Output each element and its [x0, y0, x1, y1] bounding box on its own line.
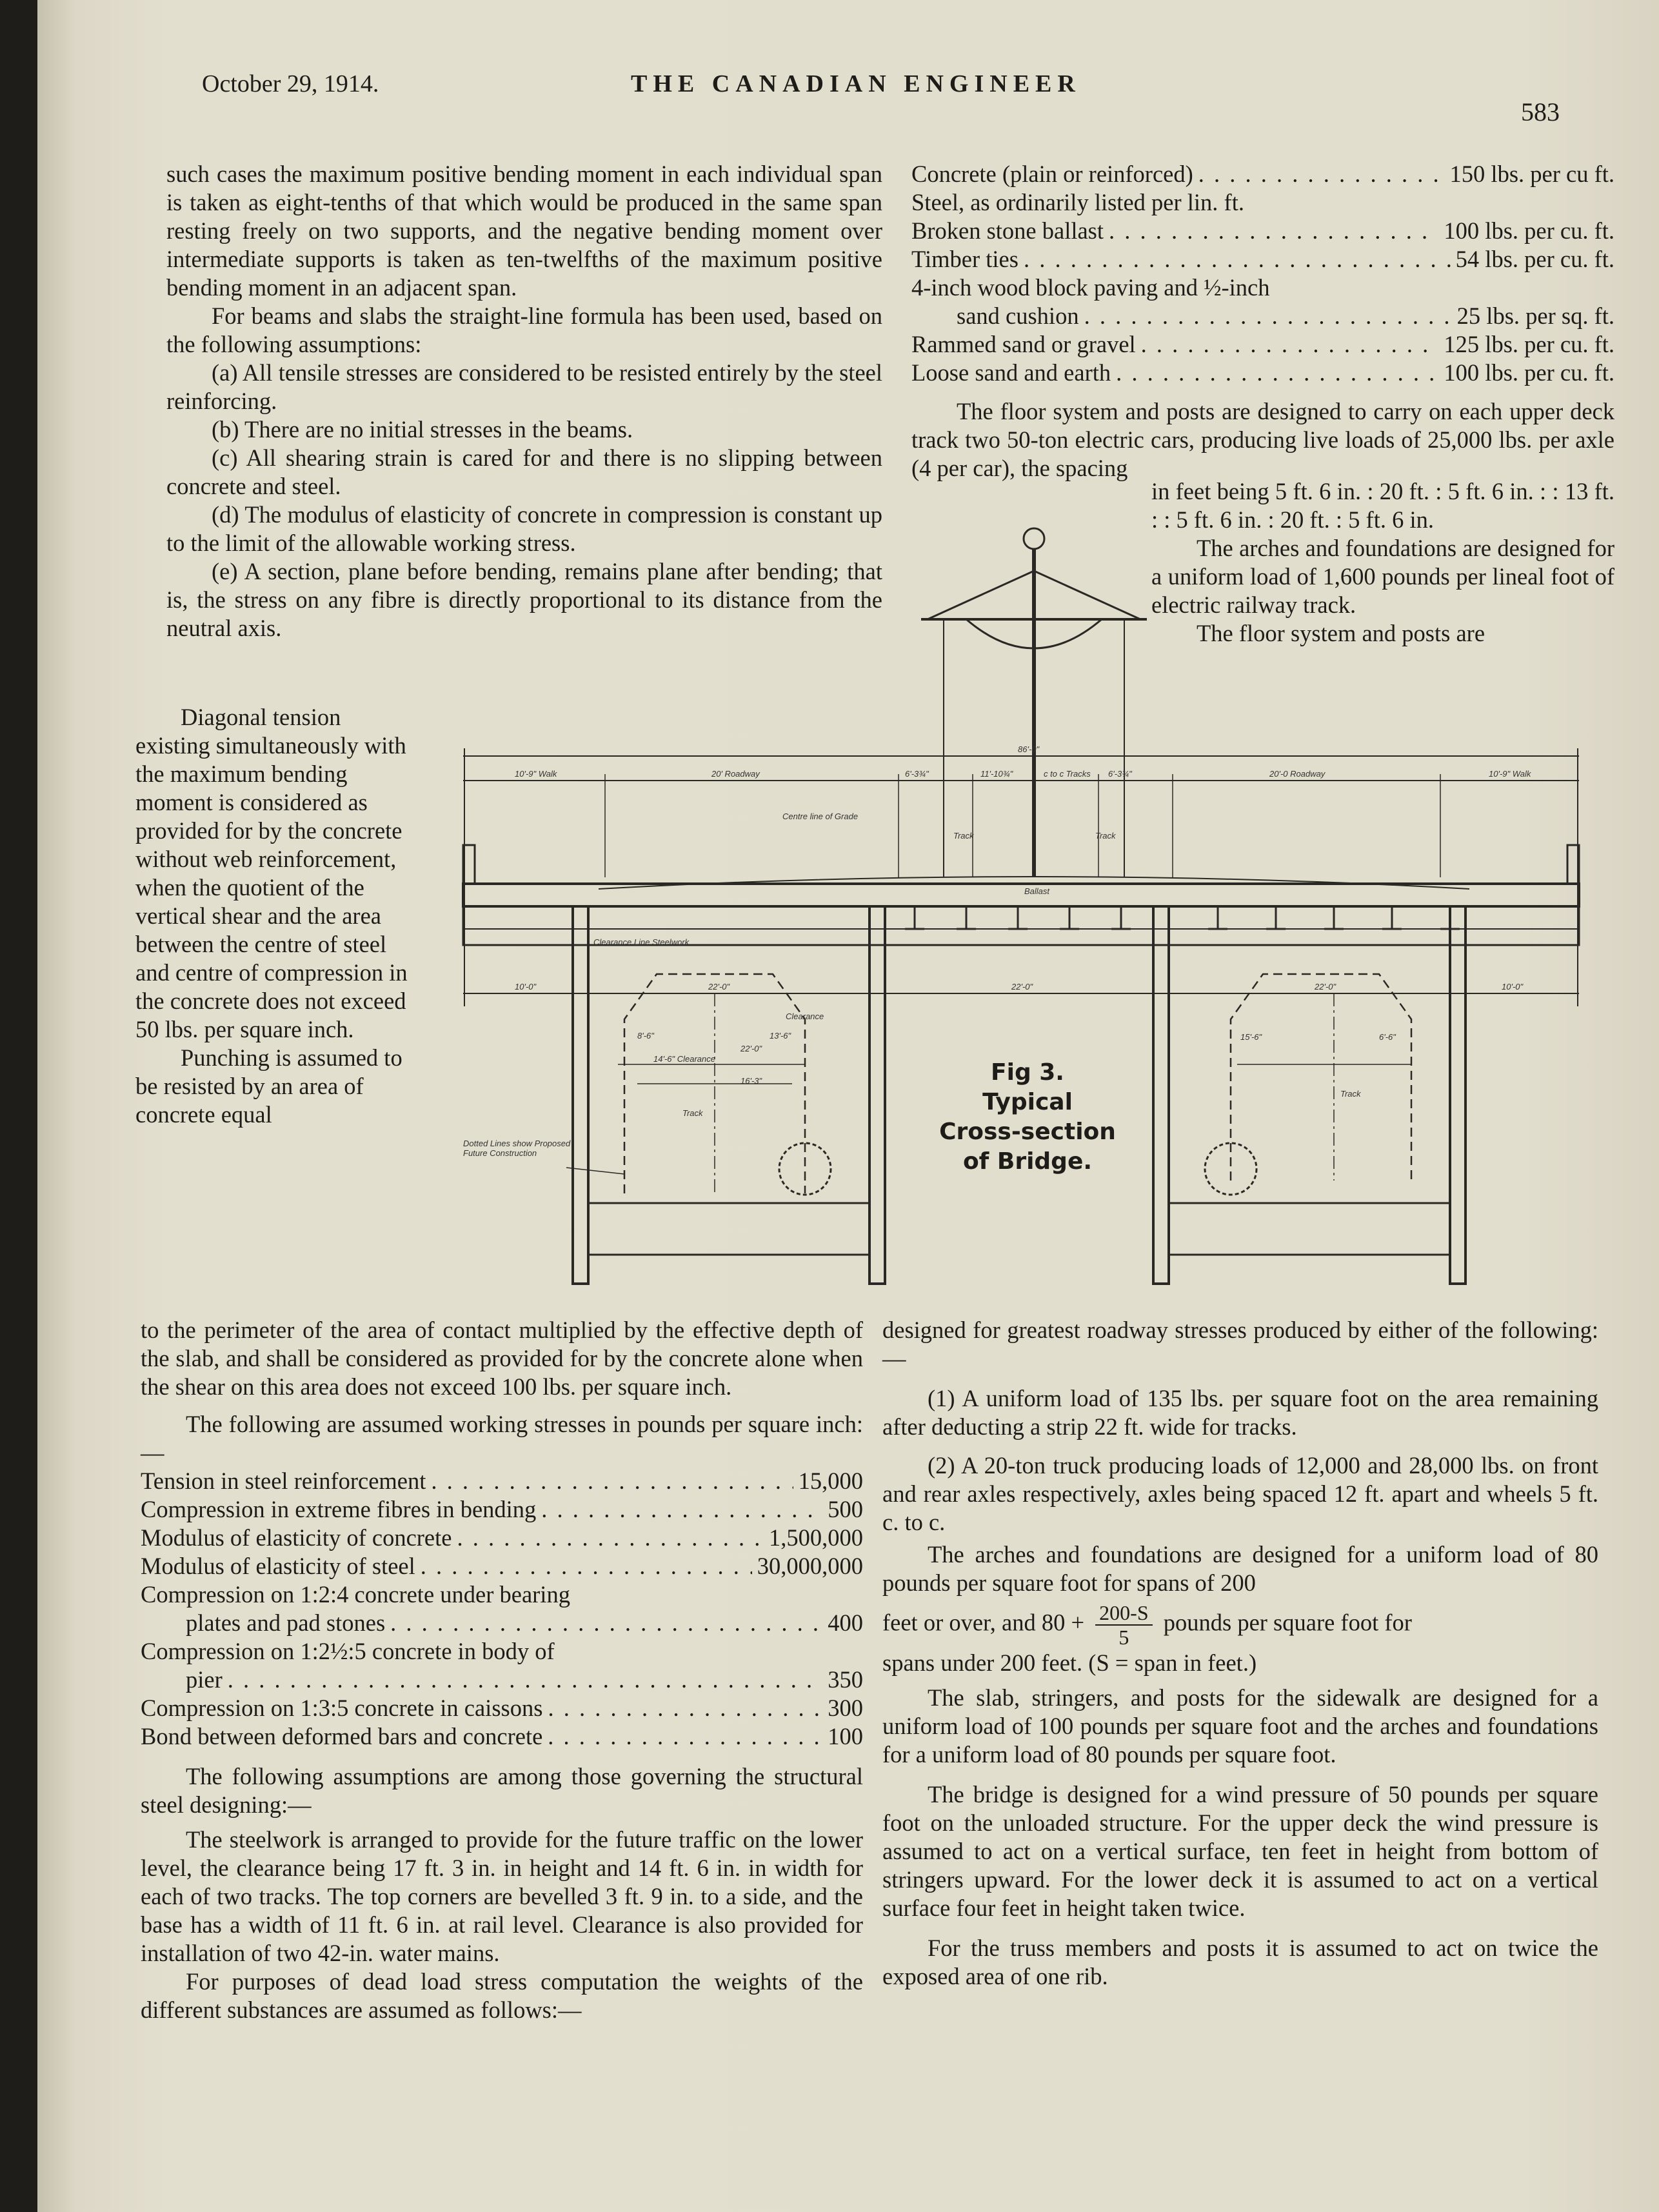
track-label: Track	[682, 1108, 703, 1118]
leader-dots	[431, 1467, 793, 1495]
row-label: Rammed sand or gravel	[911, 331, 1136, 357]
paragraph: The following assumptions are among those governing the structural steel designing:—	[141, 1763, 863, 1818]
working-stress-table	[141, 1467, 863, 1751]
table-row	[141, 1467, 863, 1495]
dim-span: 10'-0"	[1502, 982, 1524, 991]
half-dim: 8'-6"	[637, 1031, 654, 1041]
assumption-c: (c) All shearing strain is cared for and there is no slipping between concrete and steel.	[166, 444, 882, 499]
right-column-bottom	[882, 1316, 1598, 1991]
lamp-globe	[1024, 528, 1044, 549]
lower-deck-right	[1169, 1203, 1450, 1255]
leader-dots	[548, 1694, 822, 1722]
formula-text: feet or over, and 80 +	[882, 1609, 1085, 1636]
fraction-numerator: 200-S	[1095, 1601, 1152, 1626]
dim-walk-right: 10'-9" Walk	[1489, 769, 1531, 779]
paragraph: The slab, stringers, and posts for the sidewalk are designed for a uniform load of 100 pounds per square foot and the arches and foundations for a uniform load of 80 pounds per square foot.	[882, 1684, 1598, 1768]
clearance-vertical-label: Clearance	[786, 1011, 824, 1021]
row-value: 350	[828, 1666, 863, 1693]
dim-roadway-left: 20' Roadway	[711, 769, 760, 779]
assumption-e: (e) A section, plane before bending, remains plane after bending; that is, the stress on any fibre is directly proportional to its distance from the neutral axis.	[166, 558, 882, 641]
paragraph: The steelwork is arranged to provide for the future traffic on the lower level, the clearance being 17 ft. 3 in. in height and 14 ft. 6 in. in width for each of two tracks. The top corners are bevelled 3 ft. 9 in. to a side, and the base has a width of 11 ft. 6 in. at rail level. Clearance is also provided for installation of two 42-in. water mains.	[141, 1826, 863, 1966]
figure-caption-line: Cross-section	[939, 1119, 1116, 1145]
clearance-width-label: 14'-6" Clearance	[653, 1054, 715, 1064]
row-value: 25 lbs. per sq. ft.	[1456, 303, 1614, 329]
post	[1450, 906, 1465, 1284]
paragraph: such cases the maximum positive bending moment in each individual span is taken as eight-tenths of that which would be produced in the same span resting freely on two supports, and the negative bending moment over intermediate supports is taken as ten-twelfths of the maximum positive bending moment in an adjacent span.	[166, 161, 882, 301]
centreline-label: Centre line of Grade	[782, 812, 859, 821]
table-row	[911, 302, 1614, 330]
row-label: Compression in extreme fibres in bending	[141, 1496, 537, 1522]
half-dim: 15'-6"	[1240, 1032, 1262, 1042]
leader-dots	[421, 1552, 752, 1580]
row-label: Compression on 1:3:5 concrete in caissons	[141, 1695, 543, 1721]
row-label: Bond between deformed bars and concrete	[141, 1723, 543, 1749]
issue-date: October 29, 1914.	[202, 70, 379, 97]
table-row	[141, 1580, 863, 1609]
row-label: Compression on 1:2:4 concrete under bearing	[141, 1581, 570, 1608]
table-row	[141, 1552, 863, 1580]
load-case-1: (1) A uniform load of 135 lbs. per square foot on the area remaining after deducting a strip 22 ft. wide for tracks.	[882, 1385, 1598, 1440]
row-label: Modulus of elasticity of concrete	[141, 1524, 452, 1551]
leader-dots	[457, 1524, 764, 1552]
row-value: 300	[828, 1695, 863, 1721]
row-label: Loose sand and earth	[911, 359, 1111, 386]
leader-dots	[1141, 330, 1439, 359]
figure-number: Fig 3.	[991, 1059, 1064, 1086]
track-label: Track	[953, 831, 974, 841]
row-value: 100	[828, 1723, 863, 1749]
row-value: 54 lbs. per cu. ft.	[1455, 246, 1614, 272]
table-row	[141, 1666, 863, 1694]
table-row	[141, 1722, 863, 1751]
dim-walk-left: 10'-9" Walk	[515, 769, 557, 779]
formula-line	[882, 1601, 1598, 1649]
row-label: Concrete (plain or reinforced)	[911, 161, 1193, 187]
dim-span: 10'-0"	[515, 982, 537, 991]
leader-dots	[1198, 160, 1445, 188]
half-dim: 6'-6"	[1379, 1032, 1396, 1042]
table-row	[911, 359, 1614, 387]
right-column-top	[911, 160, 1614, 483]
post	[1153, 906, 1169, 1284]
post	[869, 906, 885, 1284]
leader-dots	[228, 1666, 823, 1694]
leader-dots	[390, 1609, 822, 1637]
figure-caption-line: Typical	[982, 1089, 1073, 1115]
row-label: sand cushion	[957, 303, 1079, 329]
row-value: 15,000	[798, 1468, 863, 1494]
dim-span: 22'-0"	[708, 982, 730, 991]
row-label: 4-inch wood block paving and ½-inch	[911, 274, 1270, 301]
paragraph: The arches and foundations are designed for a uniform load of 1,600 pounds per lineal foot of electric railway track.	[1151, 535, 1614, 618]
paragraph: For purposes of dead load stress computation the weights of the different substances are assumed as follows:—	[141, 1968, 863, 2023]
journal-title: THE CANADIAN ENGINEER	[631, 70, 1081, 97]
row-label: Compression on 1:2½:5 concrete in body of	[141, 1638, 555, 1664]
dim-offset-left: 6'-3¾"	[905, 769, 929, 779]
paragraph: to the perimeter of the area of contact multiplied by the effective depth of the slab, and shall be considered as provided for by the concrete alone when the shear on this area does not exceed 100 lbs. per square inch.	[141, 1317, 863, 1400]
fraction	[1095, 1601, 1152, 1649]
formula-text: pounds per square foot for	[1163, 1609, 1412, 1636]
row-value: 400	[828, 1609, 863, 1636]
paragraph: Diagonal tension existing simultaneously with the maximum bending moment is considered as provided for by the concrete without web reinforcement, when the quotient of the vertical shear and the area between the centre of steel and centre of compression in the concrete does not exceed 50 lbs. per square inch.	[135, 704, 408, 1042]
dim-span: 22'-0"	[1011, 982, 1033, 991]
height-dim: 16'-3"	[740, 1076, 762, 1086]
dim-offset-right: 6'-3¾"	[1108, 769, 1132, 779]
paragraph: The bridge is designed for a wind pressure of 50 pounds per square foot on the unloaded structure. For the upper deck the wind pressure is assumed to act on a vertical surface, ten feet in height from bottom of stringers upward. For the lower deck it is assumed to act on a vertical surface four feet in height taken twice.	[882, 1781, 1598, 1921]
table-row	[911, 217, 1614, 245]
leader-dots	[541, 1495, 822, 1524]
table-row	[911, 245, 1614, 274]
row-value: 100 lbs. per cu. ft.	[1444, 359, 1614, 386]
paragraph: The following are assumed working stresses in pounds per square inch:—	[141, 1411, 863, 1466]
clearance-outline-right	[1231, 974, 1411, 1181]
track-label: Track	[1340, 1089, 1361, 1099]
journal-page	[37, 0, 1659, 2212]
paragraph: The arches and foundations are designed for a uniform load of 80 pounds per square foot for spans of 200	[882, 1541, 1598, 1596]
row-label: Steel, as ordinarily listed per lin. ft.	[911, 189, 1244, 215]
figure-caption-line: of Bridge.	[962, 1148, 1093, 1175]
clearance-line-label: Clearance Line Steelwork	[593, 937, 690, 947]
assumption-d: (d) The modulus of elasticity of concrete in compression is constant up to the limit of the allowable working stress.	[166, 501, 882, 556]
lower-deck-left	[588, 1203, 869, 1255]
ballast-label: Ballast	[1024, 886, 1050, 896]
load-case-2: (2) A 20-ton truck producing loads of 12,000 and 28,000 lbs. on front and rear axles respectively, axles being spaced 12 ft. apart and wheels 5 ft. c. to c.	[882, 1452, 1598, 1535]
row-label: plates and pad stones	[186, 1609, 386, 1636]
table-row	[141, 1694, 863, 1722]
table-row	[141, 1524, 863, 1552]
row-value: 500	[828, 1496, 863, 1522]
dotted-lines-note: Dotted Lines show Proposed Future Construction	[463, 1139, 571, 1158]
table-row	[141, 1609, 863, 1637]
assumption-b: (b) There are no initial stresses in the beams.	[212, 416, 633, 443]
row-value: 30,000,000	[757, 1553, 863, 1579]
table-row	[911, 160, 1614, 188]
page-number: 583	[1521, 97, 1560, 126]
table-row	[911, 330, 1614, 359]
figure-caption	[931, 1058, 1124, 1177]
dim-ctoc: c to c Tracks	[1044, 769, 1091, 779]
dim-overall: 86'-0"	[1018, 744, 1040, 754]
row-label: Timber ties	[911, 246, 1018, 272]
row-value: 150 lbs. per cu ft.	[1449, 161, 1614, 187]
left-column-bottom	[141, 1316, 863, 2024]
paragraph: spans under 200 feet. (S = span in feet.)	[882, 1649, 1257, 1676]
leader-dots	[548, 1722, 822, 1751]
fraction-denominator: 5	[1118, 1626, 1129, 1649]
table-row	[911, 274, 1614, 302]
row-label: Broken stone ballast	[911, 217, 1104, 244]
row-label: Tension in steel reinforcement	[141, 1468, 426, 1494]
leader-dots	[1084, 302, 1452, 330]
row-label: pier	[186, 1666, 223, 1693]
paragraph: Punching is assumed to be resisted by an area of concrete equal	[135, 1044, 402, 1128]
dim-track-centres: 11'-10¾"	[980, 769, 1013, 779]
weights-table	[911, 160, 1614, 387]
row-label: Modulus of elasticity of steel	[141, 1553, 415, 1579]
paragraph: designed for greatest roadway stresses produced by either of the following:—	[882, 1317, 1598, 1371]
half-dim: 13'-6"	[770, 1031, 791, 1041]
leader-dots	[1116, 359, 1438, 387]
paragraph: For beams and slabs the straight-line formula has been used, based on the following assumptions:	[166, 303, 882, 357]
row-value: 125 lbs. per cu. ft.	[1444, 331, 1614, 357]
paragraph: For the truss members and posts it is assumed to act on twice the exposed area of one rib.	[882, 1935, 1598, 1989]
paragraph: in feet being 5 ft. 6 in. : 20 ft. : 5 ft. 6 in. : : 13 ft. : : 5 ft. 6 in. : 20 ft. : 5 ft. 6 in.	[1151, 478, 1614, 533]
paragraph: The floor system and posts are	[1197, 620, 1485, 646]
dim-roadway-right: 20'-0 Roadway	[1269, 769, 1326, 779]
left-column-narrow	[135, 703, 419, 1129]
leader-dots	[1024, 245, 1451, 274]
track-label: Track	[1095, 831, 1116, 841]
table-row	[141, 1495, 863, 1524]
assumption-a: (a) All tensile stresses are considered to be resisted entirely by the steel reinforcing.	[166, 359, 882, 414]
table-row	[141, 1637, 863, 1666]
paragraph: The floor system and posts are designed to carry on each upper deck track two 50-ton electric cars, producing live loads of 25,000 lbs. per axle (4 per car), the spacing	[911, 398, 1614, 481]
post	[573, 906, 588, 1284]
row-value: 100 lbs. per cu. ft.	[1444, 217, 1614, 244]
height-dim: 22'-0"	[740, 1044, 762, 1053]
table-row	[911, 188, 1614, 217]
leader-dots	[1109, 217, 1438, 245]
dim-span: 22'-0"	[1315, 982, 1336, 991]
row-value: 1,500,000	[769, 1524, 863, 1551]
